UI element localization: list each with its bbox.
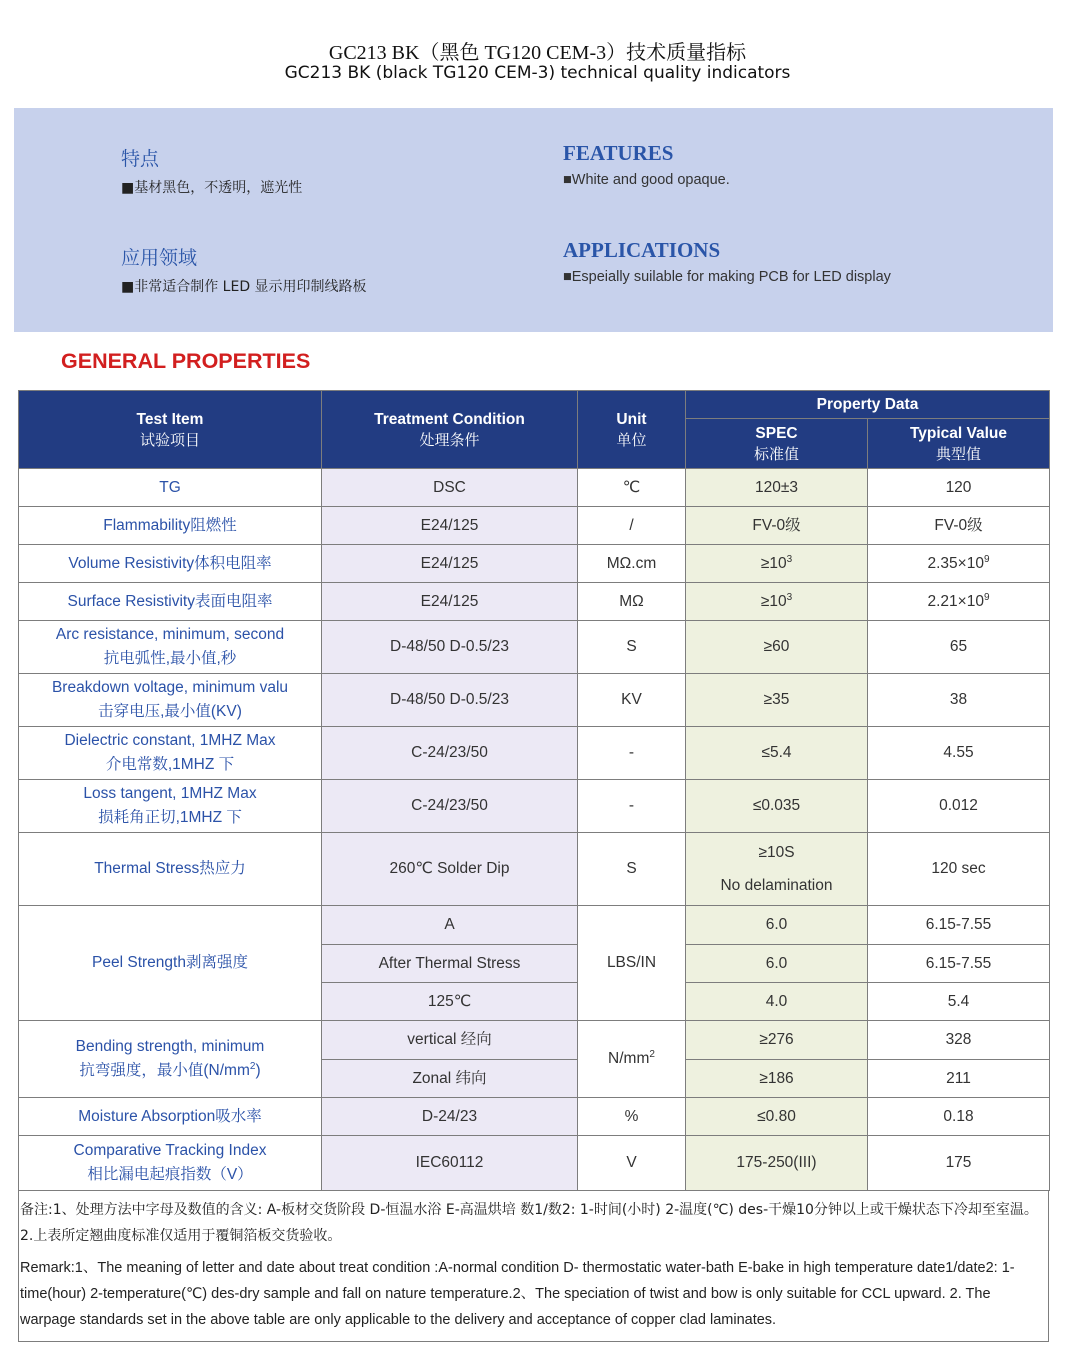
cell-item: Dielectric constant, 1MHZ Max 介电常数,1MHZ 下 xyxy=(19,727,322,780)
cell-typical: 65 xyxy=(868,621,1050,674)
cell-condition: 125℃ xyxy=(322,983,578,1021)
general-properties-title: GENERAL PROPERTIES xyxy=(61,349,311,373)
cell-unit: - xyxy=(578,727,686,780)
cell-spec: ≤0.035 xyxy=(686,780,868,833)
cell-typical: 0.18 xyxy=(868,1098,1050,1136)
features-zh xyxy=(121,144,302,197)
cell-spec: FV-0级 xyxy=(686,507,868,545)
cell-typical: 175 xyxy=(868,1136,1050,1191)
header-property-data: Property Data xyxy=(686,391,1050,419)
cell-unit: V xyxy=(578,1136,686,1191)
header-typical-value: Typical Value 典型值 xyxy=(868,419,1050,469)
cell-condition: 260℃ Solder Dip xyxy=(322,833,578,906)
cell-spec: $\ge 10^3$ xyxy=(686,545,868,583)
cell-condition: E24/125 xyxy=(322,583,578,621)
table-row xyxy=(19,727,1050,780)
cell-typical: 120 sec xyxy=(868,833,1050,906)
features-panel xyxy=(14,108,1053,332)
table-row xyxy=(19,621,1050,674)
cell-unit: $N/mm^2$ xyxy=(578,1021,686,1098)
cell-condition: IEC60112 xyxy=(322,1136,578,1191)
cell-condition: E24/125 xyxy=(322,507,578,545)
cell-typical: 120 xyxy=(868,469,1050,507)
cell-spec: 175-250(III) xyxy=(686,1136,868,1191)
cell-item: Flammability阻燃性 xyxy=(19,507,322,545)
cell-item: Breakdown voltage, minimum valu 击穿电压,最小值(KV) xyxy=(19,674,322,727)
cell-unit: MΩ xyxy=(578,583,686,621)
cell-unit: S xyxy=(578,833,686,906)
cell-item: Volume Resistivity体积电阻率 xyxy=(19,545,322,583)
features-en xyxy=(563,141,730,188)
cell-unit: ℃ xyxy=(578,469,686,507)
cell-unit: / xyxy=(578,507,686,545)
applications-zh-heading: 应用领域 xyxy=(121,247,198,269)
cell-spec: ≥186 xyxy=(686,1060,868,1098)
cell-typical: $2.35\times 10^9$ xyxy=(868,545,1050,583)
features-en-text: ■White and good opaque. xyxy=(563,172,730,188)
table-row xyxy=(19,469,1050,507)
cell-spec: 6.0 xyxy=(686,906,868,945)
cell-condition: vertical 经向 xyxy=(322,1021,578,1060)
cell-item: Moisture Absorption吸水率 xyxy=(19,1098,322,1136)
applications-en-heading: APPLICATIONS xyxy=(563,238,721,262)
header-test-item: Test Item 试验项目 xyxy=(19,391,322,469)
properties-table xyxy=(18,390,1050,1191)
table-row xyxy=(19,780,1050,833)
cell-condition: Zonal 纬向 xyxy=(322,1060,578,1098)
cell-unit: S xyxy=(578,621,686,674)
table-row xyxy=(19,1021,1050,1060)
cell-typical: 328 xyxy=(868,1021,1050,1060)
cell-unit: - xyxy=(578,780,686,833)
features-en-heading: FEATURES xyxy=(563,141,674,165)
page-title-en: GC213 BK (black TG120 CEM-3) technical quality indicators xyxy=(284,63,791,83)
cell-item: Loss tangent, 1MHZ Max 损耗角正切,1MHZ 下 xyxy=(19,780,322,833)
cell-spec: ≥60 xyxy=(686,621,868,674)
cell-spec: ≥276 xyxy=(686,1021,868,1060)
table-row xyxy=(19,583,1050,621)
cell-typical: $2.21\times 10^9$ xyxy=(868,583,1050,621)
cell-spec: ≤5.4 xyxy=(686,727,868,780)
cell-condition: A xyxy=(322,906,578,945)
applications-en-text: ■Espeially suilable for making PCB for LED display xyxy=(563,269,891,285)
cell-item: Bending strength, minimum 抗弯强度，最小值$(N/mm^2)$ xyxy=(19,1021,322,1098)
remarks-box xyxy=(18,1191,1049,1342)
cell-condition: D-24/23 xyxy=(322,1098,578,1136)
features-zh-heading: 特点 xyxy=(121,148,160,170)
table-row xyxy=(19,833,1050,906)
cell-unit: KV xyxy=(578,674,686,727)
header-spec: SPEC 标准值 xyxy=(686,419,868,469)
cell-item: Arc resistance, minimum, second 抗电弧性,最小值,秒 xyxy=(19,621,322,674)
cell-typical: 211 xyxy=(868,1060,1050,1098)
table-row xyxy=(19,674,1050,727)
cell-spec: $\ge 10^3$ xyxy=(686,583,868,621)
table-row xyxy=(19,906,1050,945)
cell-spec: ≥10S No delamination xyxy=(686,833,868,906)
cell-unit: % xyxy=(578,1098,686,1136)
header-unit: Unit 单位 xyxy=(578,391,686,469)
remark-zh: 备注:1、处理方法中字母及数值的含义: A-板材交货阶段 D-恒温水浴 E-高温烘培 数1/数2: 1-时间(小时) 2-温度(℃) des-干燥10分钟以上或干燥状态下冷却至室温。2.上表所定翘曲度标准仅适用于覆铜箔板交货验收。 xyxy=(20,1202,1038,1244)
cell-condition: D-48/50 D-0.5/23 xyxy=(322,674,578,727)
cell-condition: E24/125 xyxy=(322,545,578,583)
features-zh-text: ■基材黑色，不透明，遮光性 xyxy=(121,180,303,196)
page-title-zh: GC213 BK（黑色 TG120 CEM-3）技术质量指标 xyxy=(328,42,747,64)
table-row xyxy=(19,507,1050,545)
cell-spec: ≤0.80 xyxy=(686,1098,868,1136)
cell-spec: 4.0 xyxy=(686,983,868,1021)
cell-spec: 6.0 xyxy=(686,945,868,983)
cell-condition: C-24/23/50 xyxy=(322,727,578,780)
cell-item: Thermal Stress热应力 xyxy=(19,833,322,906)
applications-en xyxy=(563,238,891,285)
cell-spec: 120±3 xyxy=(686,469,868,507)
cell-unit: MΩ.cm xyxy=(578,545,686,583)
cell-typical: 0.012 xyxy=(868,780,1050,833)
cell-unit: LBS/IN xyxy=(578,906,686,1021)
table-row xyxy=(19,545,1050,583)
cell-spec: ≥35 xyxy=(686,674,868,727)
applications-zh xyxy=(121,243,367,296)
cell-typical: 5.4 xyxy=(868,983,1050,1021)
cell-condition: After Thermal Stress xyxy=(322,945,578,983)
cell-condition: D-48/50 D-0.5/23 xyxy=(322,621,578,674)
cell-item: Comparative Tracking Index 相比漏电起痕指数（V） xyxy=(19,1136,322,1191)
cell-typical: 38 xyxy=(868,674,1050,727)
table-row xyxy=(19,1098,1050,1136)
applications-zh-text: ■非常适合制作 LED 显示用印制线路板 xyxy=(121,279,367,295)
header-treatment-condition: Treatment Condition 处理条件 xyxy=(322,391,578,469)
cell-item: Surface Resistivity表面电阻率 xyxy=(19,583,322,621)
remark-en: Remark:1、The meaning of letter and date about treat condition :A-normal condition D- thermostatic water-bath E-bake in high temperature date1/date2: 1-time(hour) 2-temperature(℃) des-dry sample and fall on nature temperature.2、The speciation of twist and bow is only suitable for CCL upward. 2. The warpage standards set in the above table are only applicable to the delivery and acceptance of copper clad laminates. xyxy=(20,1260,1015,1328)
cell-typical: FV-0级 xyxy=(868,507,1050,545)
cell-item: Peel Strength剥离强度 xyxy=(19,906,322,1021)
table-row xyxy=(19,1136,1050,1191)
cell-typical: 6.15-7.55 xyxy=(868,945,1050,983)
cell-condition: DSC xyxy=(322,469,578,507)
cell-typical: 6.15-7.55 xyxy=(868,906,1050,945)
cell-condition: C-24/23/50 xyxy=(322,780,578,833)
cell-item: TG xyxy=(19,469,322,507)
cell-typical: 4.55 xyxy=(868,727,1050,780)
